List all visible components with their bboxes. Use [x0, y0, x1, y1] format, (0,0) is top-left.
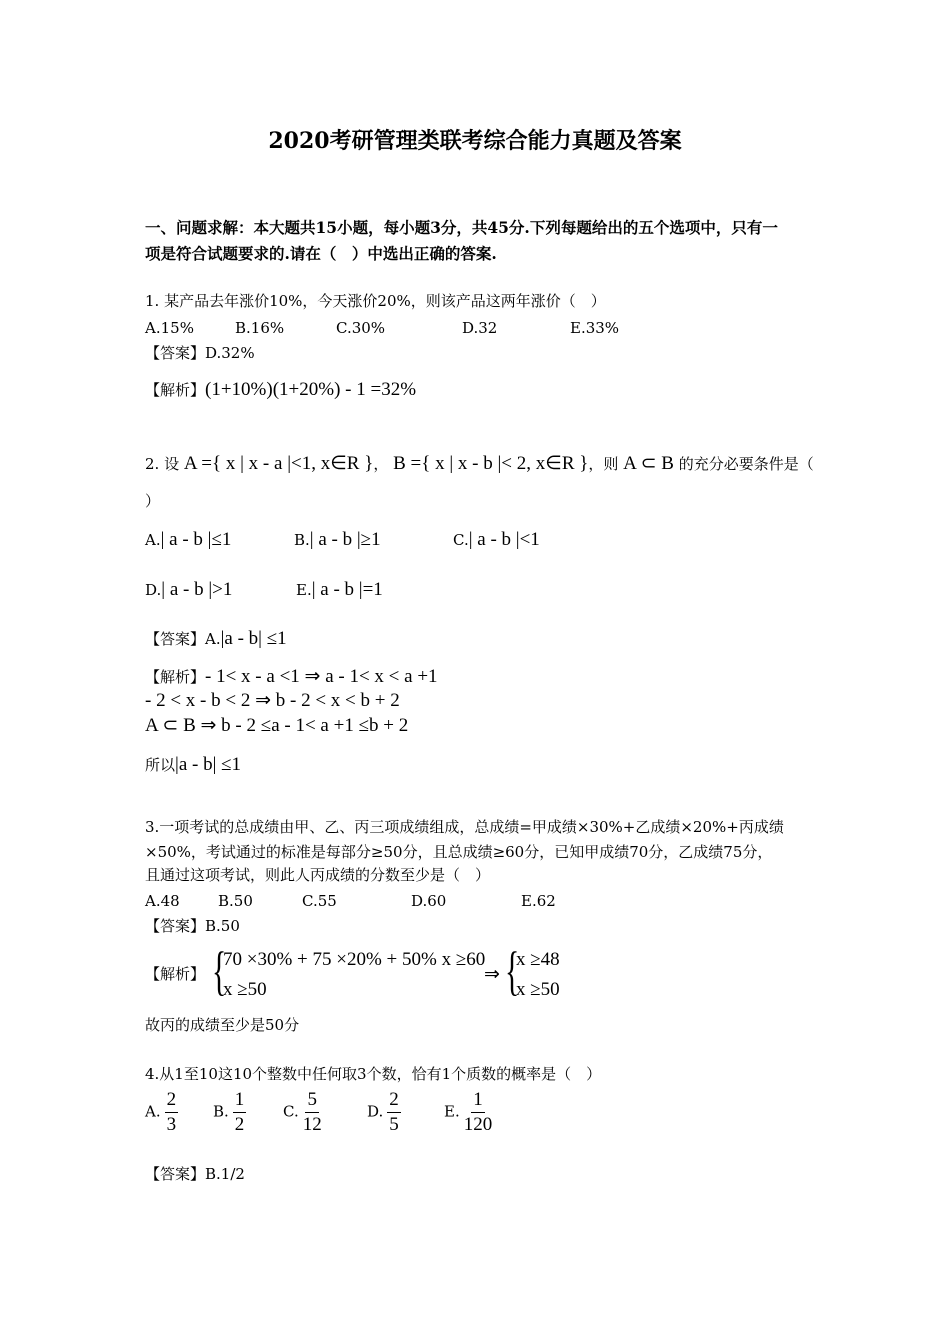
q4-option-b-fraction: [233, 1090, 247, 1135]
fraction-numerator: 2: [387, 1090, 401, 1113]
q1-option-c: C.30%: [336, 319, 386, 337]
q2-option-d: [145, 580, 232, 599]
q4-option-c-fraction: [303, 1090, 322, 1135]
q4-option-e: [444, 1090, 492, 1135]
q2-set-a: A ={ x | x - a |<1, x∈R }: [183, 453, 374, 474]
q3-answer: 【答案】B.50: [145, 917, 240, 935]
q4-option-e-fraction: [464, 1090, 493, 1135]
section-heading-line-2: 项是符合试题要求的.请在（ ）中选出正确的答案.: [145, 244, 497, 263]
q2-option-a-letter: A.: [145, 531, 161, 549]
q3-system-right-1: x ≥48: [516, 949, 560, 970]
q4-option-a-letter: A.: [145, 1102, 161, 1121]
q4-option-d-letter: D.: [367, 1102, 384, 1121]
q2-option-c-letter: C.: [453, 531, 469, 549]
document-title: 2020考研管理类联考综合能力真题及答案: [268, 128, 682, 154]
q4-option-e-letter: E.: [444, 1102, 460, 1121]
q3-stem-line-1: 3.一项考试的总成绩由甲、乙、丙三项成绩组成，总成绩=甲成绩×30%+乙成绩×20%+丙成绩: [145, 818, 784, 836]
q2-option-e: [296, 580, 383, 599]
q2-option-a: [145, 530, 231, 549]
q1-stem: 1. 某产品去年涨价10%，今天涨价20%，则该产品这两年涨价（ ）: [145, 292, 606, 310]
q2-relation: A ⊂ B: [623, 453, 674, 474]
q2-set-b: B ={ x | x - b |< 2, x∈R }: [393, 453, 589, 474]
q2-stem: [145, 454, 814, 473]
q2-option-a-math: | a - b |≤1: [160, 529, 232, 550]
fraction-numerator: 1: [233, 1090, 247, 1113]
q3-option-e: E.62: [521, 892, 556, 910]
right-system-brace-icon: {: [505, 941, 520, 1001]
q2-analysis-math-1: - 1< x - a <1 ⇒ a - 1< x < a +1: [205, 666, 438, 687]
q2-conclusion: [145, 755, 241, 774]
q2-analysis-math-3: A ⊂ B ⇒ b - 2 ≤a - 1< a +1 ≤b + 2: [145, 715, 409, 736]
q4-answer: 【答案】B.1/2: [145, 1165, 245, 1183]
q3-option-c: C.55: [302, 892, 337, 910]
q3-option-a: A.48: [145, 892, 180, 910]
q1-analysis: [145, 380, 416, 399]
q2-stem-close: ）: [145, 492, 161, 510]
q2-option-e-letter: E.: [296, 581, 312, 599]
q3-analysis-label: 【解析】: [145, 965, 206, 983]
section-heading-line-1: 一、问题求解：本大题共15小题，每小题3分，共45分.下列每题给出的五个选项中，只有一: [145, 218, 778, 237]
q2-option-b: [294, 530, 381, 549]
q2-conclusion-label: 所以: [145, 756, 176, 774]
q2-comma: ，: [373, 455, 389, 473]
q1-option-d: D.32: [462, 319, 498, 337]
q3-option-d: D.60: [411, 892, 447, 910]
q3-stem-line-2: ×50%，考试通过的标准是每部分≥50分，且总成绩≥60分，已知甲成绩70分，乙成绩75分，: [145, 843, 773, 861]
q1-analysis-math: (1+10%)(1+20%) - 1 =32%: [205, 379, 417, 400]
q4-option-c-letter: C.: [283, 1102, 299, 1121]
fraction-denominator: 120: [463, 1113, 493, 1135]
q3-system-left-1: 70 ×30% + 75 ×20% + 50% x ≥60: [223, 949, 486, 970]
q4-option-d-fraction: [387, 1090, 401, 1135]
q2-stem-prefix: 2. 设: [145, 455, 180, 473]
fraction-denominator: 2: [234, 1113, 245, 1135]
q2-analysis-math-2: - 2 < x - b < 2 ⇒ b - 2 < x < b + 2: [145, 690, 400, 711]
q4-option-b-letter: B.: [213, 1102, 229, 1121]
q2-analysis-line-1: [145, 667, 438, 686]
q1-option-b: B.16%: [235, 319, 285, 337]
q3-system-left-2: x ≥50: [223, 979, 267, 1000]
q3-option-b: B.50: [218, 892, 253, 910]
q2-option-d-math: | a - b |>1: [161, 579, 233, 600]
q4-option-c: [283, 1090, 322, 1135]
q2-option-c: [453, 530, 540, 549]
q4-option-a-fraction: [165, 1090, 179, 1135]
q3-implies: ⇒: [484, 964, 500, 985]
fraction-numerator: 2: [165, 1090, 179, 1113]
q2-analysis-label: 【解析】: [145, 668, 206, 686]
q2-conclusion-math: |a - b| ≤1: [175, 754, 242, 775]
q2-option-d-letter: D.: [145, 581, 162, 599]
q1-option-e: E.33%: [570, 319, 620, 337]
fraction-denominator: 5: [389, 1113, 399, 1135]
q4-stem: 4.从1至10这10个整数中任何取3个数，恰有1个质数的概率是（ ）: [145, 1065, 602, 1083]
q2-stem-suffix: ，则: [588, 455, 619, 473]
q2-option-c-math: | a - b |<1: [468, 529, 540, 550]
q2-answer: [145, 629, 287, 648]
q1-option-a: A.15%: [145, 319, 194, 337]
q2-option-b-letter: B.: [294, 531, 310, 549]
fraction-numerator: 5: [305, 1090, 319, 1113]
q3-system-right-2: x ≥50: [516, 979, 560, 1000]
q3-stem-line-3: 且通过这项考试，则此人丙成绩的分数至少是（ ）: [145, 866, 491, 884]
q2-option-e-math: | a - b |=1: [311, 579, 383, 600]
fraction-denominator: 12: [302, 1113, 322, 1135]
q2-answer-label: 【答案】A.: [145, 630, 221, 648]
q3-conclusion: 故丙的成绩至少是50分: [145, 1016, 300, 1034]
q2-option-b-math: | a - b |≥1: [309, 529, 381, 550]
q1-answer: 【答案】D.32%: [145, 344, 255, 362]
left-brace-icon: {: [212, 941, 227, 1001]
q2-answer-math: |a - b| ≤1: [220, 628, 287, 649]
q1-analysis-label: 【解析】: [145, 381, 206, 399]
q4-option-d: [367, 1090, 401, 1135]
q2-stem-tail: 的充分必要条件是（: [678, 455, 814, 473]
q4-option-b: [213, 1090, 246, 1135]
q4-option-a: [145, 1090, 178, 1135]
fraction-numerator: 1: [471, 1090, 485, 1113]
fraction-denominator: 3: [166, 1113, 177, 1135]
